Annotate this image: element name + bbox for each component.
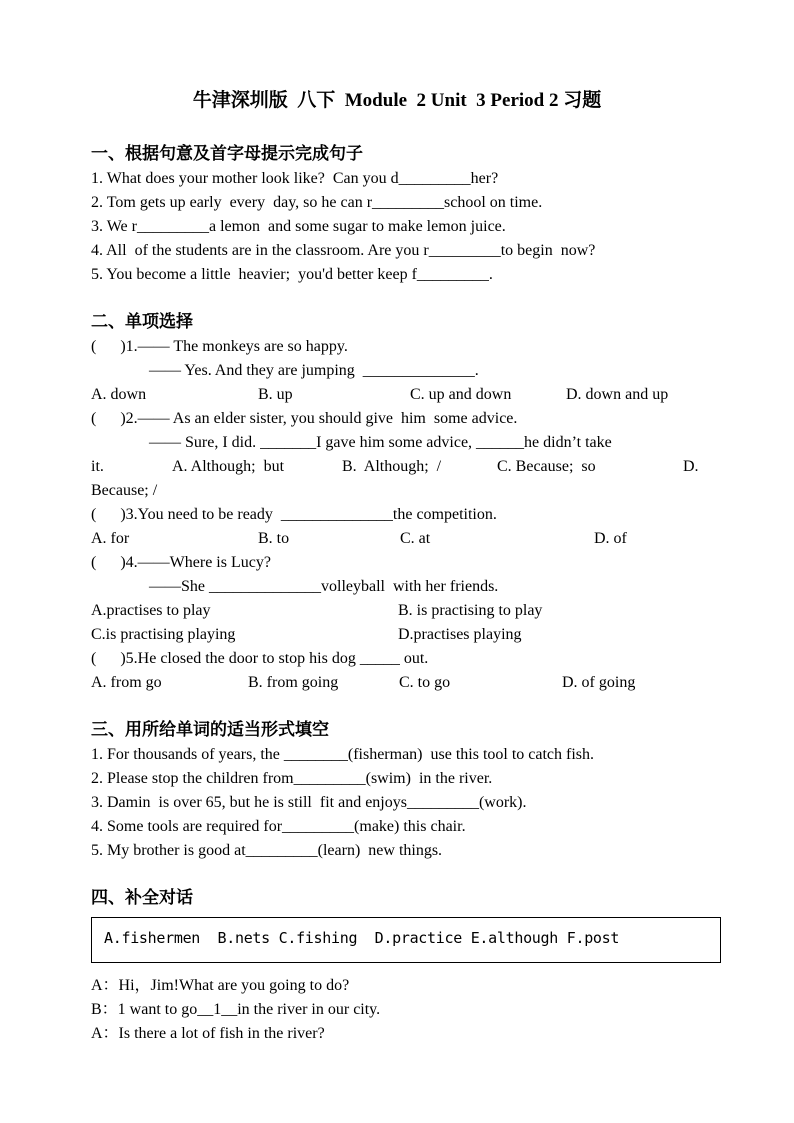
- s1-item-2: 2. Tom gets up early every day, so he can r_________school on time.: [91, 194, 543, 211]
- q3-option-a: A. for: [91, 530, 130, 547]
- q1-option-a: A. down: [91, 386, 147, 403]
- q2-option-a: A. Although; but: [172, 458, 285, 475]
- q1-line-2: —— Yes. And they are jumping ______________.: [149, 362, 479, 379]
- q2-line-3-start: it.: [91, 458, 104, 475]
- q1-option-b: B. up: [258, 386, 293, 403]
- q4-option-b: B. is practising to play: [398, 602, 543, 619]
- q3-option-b: B. to: [258, 530, 290, 547]
- q3-option-d: D. of: [594, 530, 627, 547]
- q2-line-1: ( )2.—— As an elder sister, you should give him some advice.: [91, 410, 518, 427]
- word-bank-options: A.fishermen B.nets C.fishing D.practice E.although F.post: [104, 929, 620, 947]
- q5-option-b: B. from going: [248, 674, 339, 691]
- q2-option-d-label: D.: [683, 458, 699, 475]
- q5-option-a: A. from go: [91, 674, 162, 691]
- q4-option-c: C.is practising playing: [91, 626, 236, 643]
- q5-option-d: D. of going: [562, 674, 636, 691]
- s3-item-1: 1. For thousands of years, the ________(fisherman) use this tool to catch fish.: [91, 746, 595, 763]
- dialogue-line-3: A：Is there a lot of fish in the river?: [91, 1025, 325, 1042]
- q4-line-1: ( )4.——Where is Lucy?: [91, 554, 271, 571]
- section-4-heading: 四、补全对话: [91, 888, 193, 907]
- q2-option-d: Because; /: [91, 482, 158, 499]
- q1-option-c: C. up and down: [410, 386, 512, 403]
- s3-item-3: 3. Damin is over 65, but he is still fit and enjoys_________(work).: [91, 794, 527, 811]
- q1-option-d: D. down and up: [566, 386, 669, 403]
- section-1-heading: 一、根据句意及首字母提示完成句子: [91, 144, 363, 163]
- s1-item-5: 5. You become a little heavier; you'd better keep f_________.: [91, 266, 493, 283]
- page-title: 牛津深圳版 八下 Module 2 Unit 3 Period 2 习题: [192, 90, 602, 111]
- word-bank-box: [91, 917, 721, 963]
- s3-item-4: 4. Some tools are required for_________(make) this chair.: [91, 818, 466, 835]
- s1-item-4: 4. All of the students are in the classroom. Are you r_________to begin now?: [91, 242, 596, 259]
- q2-option-c: C. Because; so: [497, 458, 596, 475]
- q2-option-b: B. Although; /: [342, 458, 442, 475]
- s3-item-5: 5. My brother is good at_________(learn) new things.: [91, 842, 443, 859]
- q4-line-2: ——She ______________volleyball with her friends.: [149, 578, 499, 595]
- q2-line-2: —— Sure, I did. _______I gave him some advice, ______he didn’t take: [149, 434, 612, 451]
- q1-line-1: ( )1.—— The monkeys are so happy.: [91, 338, 348, 355]
- section-2-heading: 二、单项选择: [91, 312, 193, 331]
- q3-line: ( )3.You need to be ready ______________the competition.: [91, 506, 497, 523]
- q5-line: ( )5.He closed the door to stop his dog _____ out.: [91, 650, 429, 667]
- q3-option-c: C. at: [400, 530, 431, 547]
- q5-option-c: C. to go: [399, 674, 451, 691]
- dialogue-line-1: A：Hi，Jim!What are you going to do?: [91, 977, 350, 994]
- s3-item-2: 2. Please stop the children from_________(swim) in the river.: [91, 770, 493, 787]
- q4-option-a: A.practises to play: [91, 602, 211, 619]
- s1-item-3: 3. We r_________a lemon and some sugar to make lemon juice.: [91, 218, 506, 235]
- dialogue-line-2: B：1 want to go__1__in the river in our city.: [91, 1001, 381, 1018]
- section-3-heading: 三、用所给单词的适当形式填空: [91, 720, 329, 739]
- q4-option-d: D.practises playing: [398, 626, 522, 643]
- s1-item-1: 1. What does your mother look like? Can you d_________her?: [91, 170, 499, 187]
